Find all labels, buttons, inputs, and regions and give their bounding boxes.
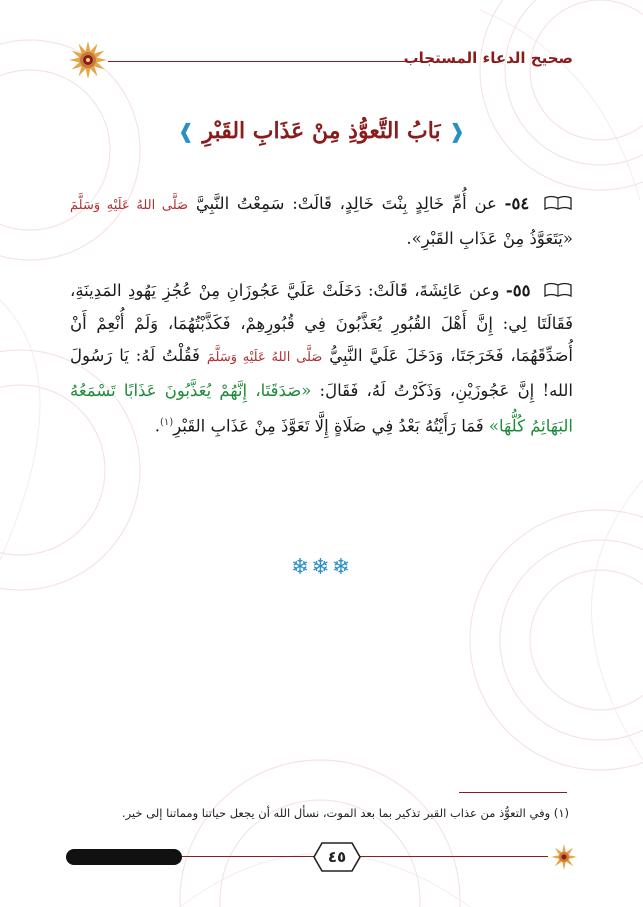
page-footer [66, 843, 578, 871]
flourish-left-icon: ❱ [177, 119, 195, 143]
honorific: صَلَّى اللهُ عَلَيْهِ وَسَلَّمَ [70, 198, 189, 213]
chapter-title: بَابُ التَّعوُّذِ مِنْ عَذَابِ القَبْرِ [202, 118, 441, 144]
page-number-frame [312, 841, 362, 873]
hadith-text: وعن عَائِشَةَ، قَالَتْ: دَخَلَتْ عَلَيَّ عَجُوزَانِ مِنْ عُجُزِ يَهُودِ المَدِينَةِ، فَقَالَتَا لِي: إِنَّ أَهْلَ القُبُورِ يُعَذَّبُونَ فِي قُبُورِهِمْ، فَكَذَّبْتُهُمَا، وَلَمْ أُنْعِمْ أَنْ أُصَدِّقَهُمَا، فَخَرَجَتَا، وَدَخَلَ عَلَيَّ النَّبِيُّ [70, 281, 574, 365]
header-divider-line [108, 61, 433, 62]
footnote-rule [459, 792, 567, 793]
hadith-quote: «يَتَعَوَّذُ مِنْ عَذَابِ القَبْرِ». [406, 228, 573, 248]
page-number: ٤٥ [327, 848, 347, 866]
hadith-text: عن أُمِّ خَالِدٍ بِنْتَ خَالِدٍ، قَالَتْ: سَمِعْتُ النَّبِيَّ [195, 194, 497, 213]
footer-divider-line [182, 856, 548, 857]
running-header-title: صحيح الدعاء المستجاب [403, 49, 573, 67]
footer-bar [66, 849, 182, 865]
open-book-icon [543, 282, 573, 298]
hadith-number: ٥٤- [504, 194, 530, 213]
page-header [68, 40, 573, 80]
rosette-ornament-icon [550, 843, 578, 871]
rosette-ornament-icon [68, 40, 108, 80]
snowflake-ornament-icon: ❄❄❄ [290, 555, 353, 580]
hadith-number: ٥٥- [505, 281, 531, 300]
open-book-icon [543, 195, 573, 211]
section-separator [0, 555, 643, 580]
hadith-text-continued: فَقُلْتُ لَهُ: يَا رَسُولَ الله! إِنَّ عَجُوزَيْنِ، وَذَكَرْتُ لَهُ، فَقَالَ: [70, 346, 574, 400]
footnote-text: (١) وفي التعوُّذ من عذاب القبر تذكير بما بعد الموت، نسأل الله أن يجعل حياتنا ومماتنا إلى خير. [121, 806, 569, 820]
hadith-54 [70, 188, 573, 255]
hadith-ending: فَمَا رَأَيْتُهُ بَعْدُ فِي صَلَاةٍ إِلَّا تَعَوَّذَ مِنْ عَذَابِ القَبْرِ [173, 416, 484, 436]
chapter-heading [0, 118, 643, 144]
footnote-marker[interactable]: (١) [160, 417, 174, 428]
honorific: صَلَّى اللهُ عَلَيْهِ وَسَلَّمَ [206, 350, 323, 365]
body-text [70, 188, 573, 463]
hadith-55: ٥٥- وعن عَائِشَةَ، قَالَتْ: دَخَلَتْ عَلَيَّ عَجُوزَانِ مِنْ عُجُزِ يَهُودِ المَدِينَةِ، فَقَالَتَا لِي: إِنَّ أَهْلَ القُبُورِ يُعَذَّبُونَ فِي قُبُورِهِمْ، فَكَذَّبْتُهُمَا، وَلَمْ أُنْعِمْ أَنْ أُصَدِّقَهُمَا، فَخَرَجَتَا، وَدَخَلَ عَلَيَّ النَّبِيُّ صَلَّى اللهُ عَلَيْهِ وَسَلَّمَ فَقُلْتُ لَهُ: يَا رَسُولَ الله! إِنَّ عَجُوزَيْنِ، وَذَكَرْتُ لَهُ، فَقَالَ: «صَدَقَتَا، إِنَّهُمْ يُعَذَّبُونَ عَذَابًا تَسْمَعُهُ البَهَائِمُ كُلُّهَا» فَمَا رَأَيْتُهُ بَعْدُ فِي صَلَاةٍ إِلَّا تَعَوَّذَ مِنْ عَذَابِ القَبْرِ$^{(١)}$. [70, 281, 574, 436]
flourish-right-icon: ❰ [448, 119, 466, 143]
prophet-speech: «صَدَقَتَا، إِنَّهُمْ يُعَذَّبُونَ عَذَابًا تَسْمَعُهُ البَهَائِمُ كُلُّهَا» [70, 380, 573, 436]
